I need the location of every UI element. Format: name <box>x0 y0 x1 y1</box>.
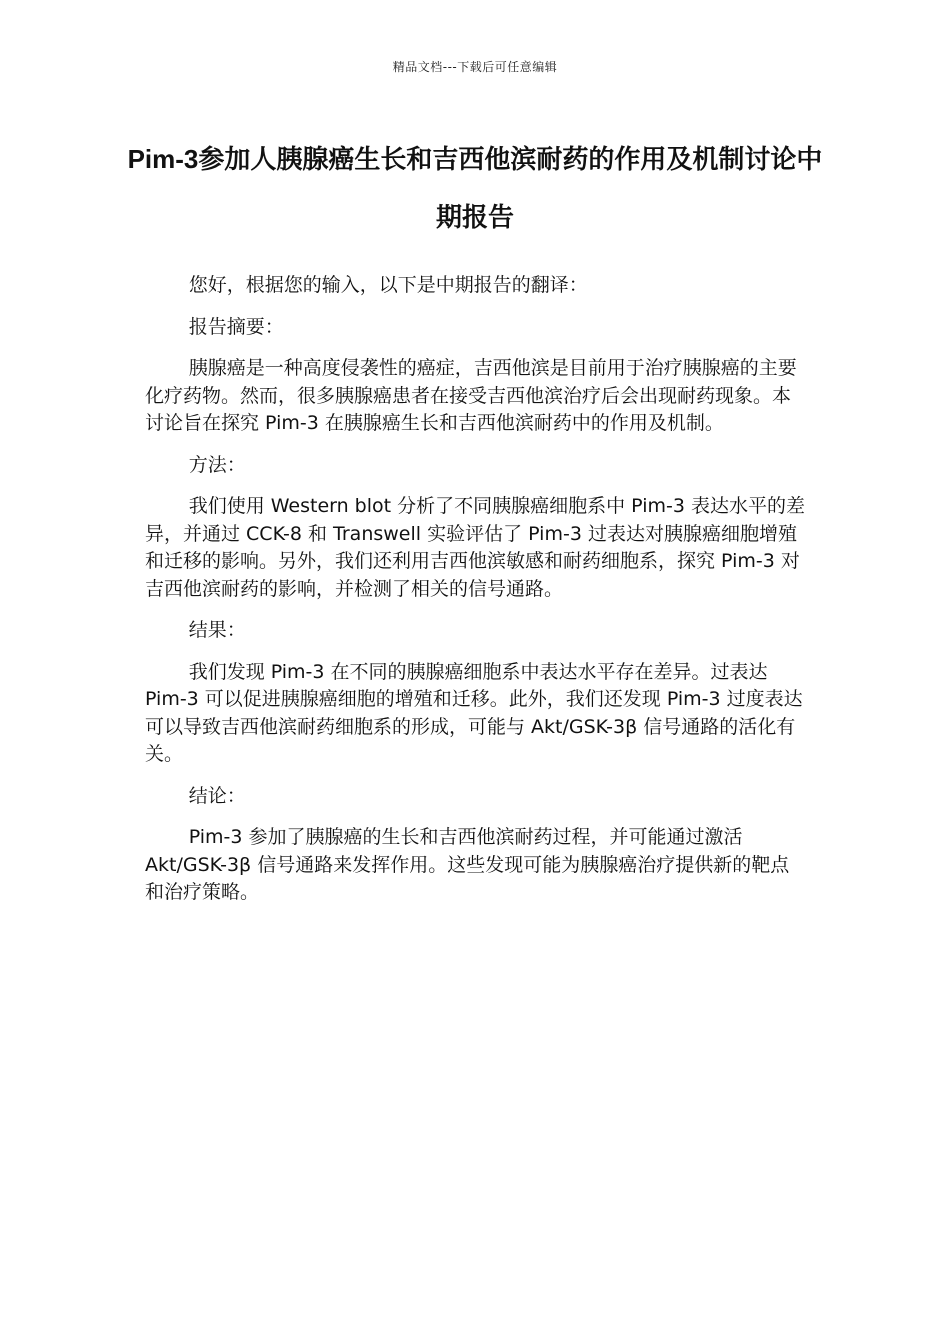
section-heading-methods: 方法： <box>188 453 246 476</box>
section-heading-results: 结果： <box>188 619 246 641</box>
section-heading-conclusion: 结论： <box>188 784 246 807</box>
document-title: Pim-3参加人胰腺癌生长和吉西他滨耐药的作用及机制讨论中期报告 <box>127 144 823 232</box>
conclusion-paragraph: Pim-3 参加了胰腺癌的生长和吉西他滨耐药过程，并可能通过激活 Akt/GSK-3β 信号通路来发挥作用。这些发现可能为胰腺癌治疗提供新的靶点和治疗策略。 <box>145 826 790 903</box>
header-note: 精品文档---下载后可任意编辑 <box>392 60 558 74</box>
document-body <box>145 272 807 921</box>
methods-paragraph: 我们使用 Western blot 分析了不同胰腺癌细胞系中 Pim-3 表达水平的差异，并通过 CCK-8 和 Transwell 实验评估了 Pim-3 过表达对胰腺癌细胞增殖和迁移的影响。另外，我们还利用吉西他滨敏感和耐药细胞系，探究 Pim-3 对吉西他滨耐药的影响，并检测了相关的信号通路。 <box>145 495 805 600</box>
summary-paragraph: 胰腺癌是一种高度侵袭性的癌症，吉西他滨是目前用于治疗胰腺癌的主要化疗药物。然而，很多胰腺癌患者在接受吉西他滨治疗后会出现耐药现象。本讨论旨在探究 Pim-3 在胰腺癌生长和吉西他滨耐药中的作用及机制。 <box>145 357 797 434</box>
greeting-paragraph: 您好，根据您的输入，以下是中期报告的翻译： <box>188 274 588 296</box>
results-paragraph: 我们发现 Pim-3 在不同的胰腺癌细胞系中表达水平存在差异。过表达 Pim-3 可以促进胰腺癌细胞的增殖和迁移。此外，我们还发现 Pim-3 过度表达可以导致吉西他滨耐药细胞系的形成，可能与 Akt/GSK-3β 信号通路的活化有关。 <box>145 660 803 765</box>
section-heading-summary: 报告摘要： <box>188 315 284 338</box>
